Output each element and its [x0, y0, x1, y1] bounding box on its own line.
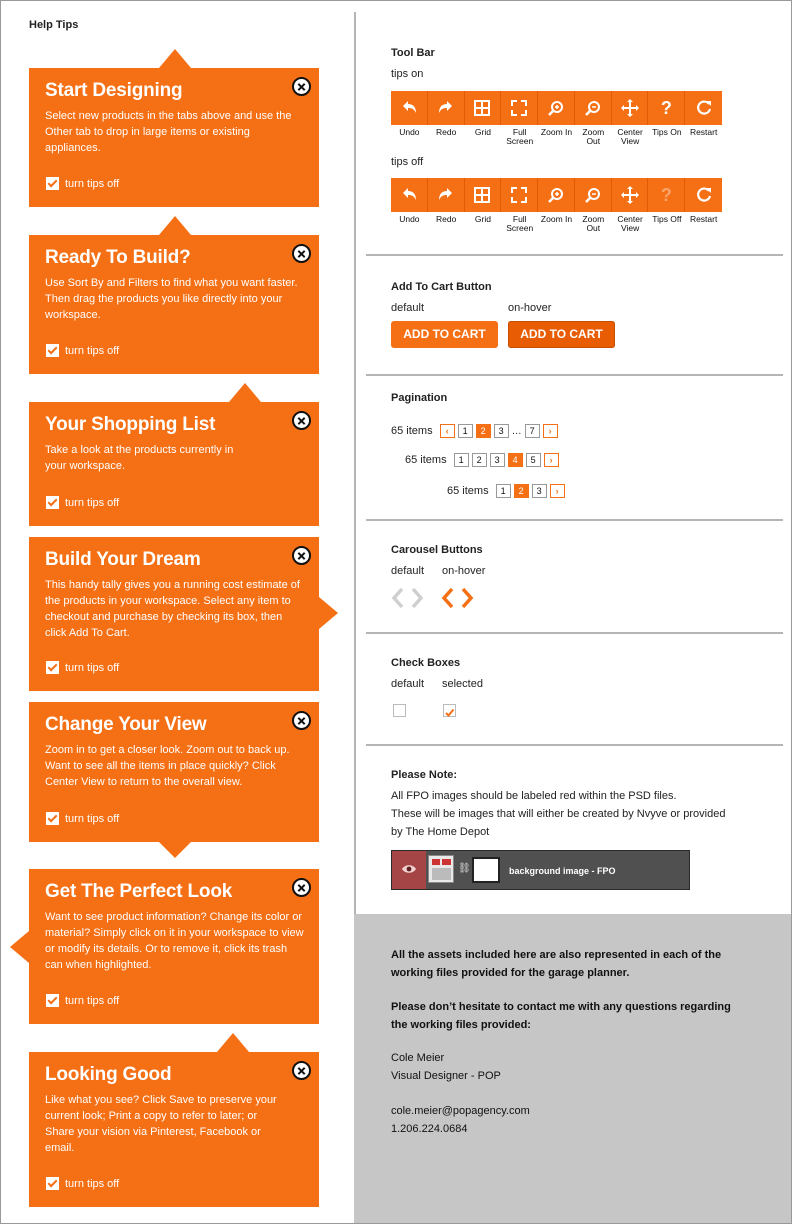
cart-heading: Add To Cart Button [391, 281, 492, 293]
layer-name: background image - FPO [509, 866, 616, 876]
item-count: 65 items [447, 485, 489, 497]
contact-paragraph: working files provided for the garage planner. [391, 967, 630, 979]
move-arrows-icon [620, 185, 640, 205]
toolbar-label: Zoom In [540, 127, 573, 137]
tips-on-button[interactable] [648, 91, 685, 125]
carousel-hover-label: on-hover [442, 565, 486, 577]
contact-paragraph: Please don’t hesitate to contact me with any questions regarding [391, 1001, 731, 1013]
toolbar-label: Full Screen [506, 127, 534, 146]
redo-icon [436, 185, 456, 205]
close-icon[interactable] [292, 244, 311, 263]
section-divider [366, 519, 783, 521]
grid-icon [473, 99, 491, 117]
next-page-button[interactable]: › [550, 484, 565, 498]
checkbox-default-label: default [391, 678, 425, 690]
toolbar-label: Grid [474, 127, 491, 137]
cart-hover-label: on-hover [508, 302, 552, 314]
note-line: by The Home Depot [391, 826, 490, 838]
tip-pointer [229, 383, 261, 402]
toolbar-label: Tips On [652, 127, 682, 137]
tip-pointer [159, 216, 191, 235]
tip-title: Your Shopping List [45, 414, 216, 435]
toolbar-label: Undo [399, 127, 420, 137]
page-button-active[interactable]: 2 [476, 424, 491, 438]
carousel-heading: Carousel Buttons [391, 544, 483, 556]
note-line: All FPO images should be labeled red within the PSD files. [391, 790, 677, 802]
checkbox-default[interactable] [393, 704, 406, 717]
toolbar-tips-on [391, 91, 722, 125]
item-count: 65 items [391, 425, 433, 437]
close-icon[interactable] [292, 1061, 311, 1080]
page-button[interactable]: 3 [494, 424, 509, 438]
tip-change-your-view [29, 702, 319, 842]
pagination-row [405, 453, 562, 467]
tips-off-button[interactable] [648, 178, 685, 212]
toolbar-label: Zoom Out [582, 127, 605, 146]
column-divider [354, 12, 356, 914]
add-to-cart-button[interactable]: ADD TO CART [391, 321, 498, 348]
tip-title: Start Designing [45, 80, 183, 101]
toolbar-label: Redo [436, 127, 457, 137]
contact-role: Visual Designer - POP [391, 1070, 501, 1082]
contact-email[interactable]: cole.meier@popagency.com [391, 1105, 530, 1117]
zoom-out-icon [584, 99, 602, 117]
undo-icon [399, 185, 419, 205]
tip-get-the-perfect-look [29, 869, 319, 1024]
contact-paragraph: All the assets included here are also represented in each of the [391, 949, 722, 961]
turn-tips-off-toggle[interactable] [46, 812, 119, 825]
toolbar-tips-off [391, 178, 722, 212]
layer-mask-thumbnail [472, 857, 500, 883]
check-icon [444, 707, 455, 718]
zoom-in-icon [547, 99, 565, 117]
tip-title: Change Your View [45, 714, 207, 735]
zoom-out-icon [584, 186, 602, 204]
tip-ready-to-build [29, 235, 319, 374]
tip-looking-good [29, 1052, 319, 1207]
tip-title: Get The Perfect Look [45, 881, 233, 902]
tip-body: Select new products in the tabs above and use the Other tab to drop in large items or existing appliances. [45, 110, 292, 154]
page-button[interactable]: 5 [526, 453, 541, 467]
checkbox-selected-label: selected [442, 678, 483, 690]
page-button[interactable]: 7 [525, 424, 540, 438]
grid-icon [473, 186, 491, 204]
tip-body: This handy tally gives you a running cost estimate of the products in your workspace. Select any item to checkout and purchase by checking its box, then click Add To Cart. [45, 579, 300, 639]
tip-pointer [217, 1033, 249, 1052]
tip-start-designing [29, 68, 319, 207]
question-icon: ? [660, 97, 672, 118]
check-icon [46, 661, 59, 674]
toolbar-label: Restart [689, 214, 718, 224]
grid-button[interactable] [465, 178, 502, 212]
turn-tips-off-label: turn tips off [65, 994, 120, 1007]
pagination-heading: Pagination [391, 392, 448, 404]
close-icon[interactable] [292, 711, 311, 730]
tips-off-label: tips off [391, 156, 424, 168]
tip-pointer [319, 597, 338, 629]
full-screen-icon [510, 186, 528, 204]
zoom-in-icon [547, 186, 565, 204]
undo-button[interactable] [391, 178, 428, 212]
tip-your-shopping-list [29, 402, 319, 526]
carousel-default-label: default [391, 565, 425, 577]
contact-paragraph: the working files provided: [391, 1019, 531, 1031]
tip-build-your-dream [29, 537, 319, 691]
item-count: 65 items [405, 454, 447, 466]
turn-tips-off-toggle[interactable] [46, 496, 119, 509]
toolbar-label: Center View [617, 127, 643, 146]
close-icon[interactable] [292, 77, 311, 96]
full-screen-button[interactable] [501, 91, 538, 125]
tips-on-label: tips on [391, 68, 424, 80]
page-button-active[interactable]: 2 [514, 484, 529, 498]
checkbox-selected[interactable] [443, 704, 456, 717]
toolbar-label: Full Screen [506, 214, 534, 233]
close-icon[interactable] [292, 546, 311, 565]
cart-default-label: default [391, 302, 425, 314]
tip-title: Build Your Dream [45, 549, 201, 570]
pagination-row [391, 424, 561, 438]
turn-tips-off-toggle[interactable] [46, 177, 119, 190]
toolbar-label: Center View [617, 214, 643, 233]
move-arrows-icon [620, 98, 640, 118]
page-title: Help Tips [29, 19, 79, 31]
question-icon-dimmed: ? [660, 184, 672, 205]
turn-tips-off-toggle[interactable] [46, 344, 119, 357]
toolbar-label: Zoom In [540, 214, 573, 224]
page-button[interactable]: 1 [496, 484, 511, 498]
section-divider [366, 632, 783, 634]
zoom-out-button[interactable] [575, 91, 612, 125]
layer-thumbnail [428, 855, 454, 883]
undo-button[interactable] [391, 91, 428, 125]
restart-icon [695, 99, 713, 117]
psd-layer-sample [391, 850, 690, 890]
restart-button[interactable] [685, 178, 722, 212]
restart-button[interactable] [685, 91, 722, 125]
redo-icon [436, 98, 456, 118]
check-icon [46, 496, 59, 509]
tip-title: Ready To Build? [45, 247, 191, 268]
turn-tips-off-label: turn tips off [65, 661, 120, 674]
toolbar-label: Tips Off [652, 214, 682, 224]
tip-body: Zoom in to get a closer look. Zoom out to back up. Want to see all the items in place quickly? Click Center View to return to the overall view. [45, 744, 290, 788]
carousel-buttons-default[interactable] [391, 586, 425, 610]
zoom-out-button[interactable] [575, 178, 612, 212]
turn-tips-off-label: turn tips off [65, 812, 120, 825]
carousel-buttons-hover[interactable] [441, 586, 475, 610]
check-icon [46, 344, 59, 357]
close-icon[interactable] [292, 878, 311, 897]
ellipsis: … [511, 425, 522, 437]
check-icon [46, 1177, 59, 1190]
close-icon[interactable] [292, 411, 311, 430]
toolbar-label: Restart [689, 127, 718, 137]
section-divider [366, 744, 783, 746]
page-button-active[interactable]: 4 [508, 453, 523, 467]
tip-pointer [10, 931, 29, 963]
next-page-button[interactable]: › [544, 453, 559, 467]
tip-body: Like what you see? Click Save to preserve your current look; Print a copy to refer to later; or Share your vision via Pinterest, Facebook or email. [45, 1094, 277, 1154]
toolbar-labels-on [391, 128, 722, 146]
toolbar-label: Zoom Out [582, 214, 605, 233]
center-view-button[interactable] [612, 178, 649, 212]
restart-icon [695, 186, 713, 204]
tip-body: Use Sort By and Filters to find what you want faster. Then drag the products you like directly into your workspace. [45, 277, 298, 321]
toolbar-heading: Tool Bar [391, 47, 435, 59]
note-heading: Please Note: [391, 769, 458, 781]
link-icon: ⛓ [458, 863, 471, 874]
grid-button[interactable] [465, 91, 502, 125]
prev-page-button[interactable]: ‹ [440, 424, 455, 438]
section-divider [366, 254, 783, 256]
undo-icon [399, 98, 419, 118]
contact-name: Cole Meier [391, 1052, 445, 1064]
tip-pointer [159, 49, 191, 68]
pagination-row [447, 484, 568, 498]
redo-button[interactable] [428, 91, 465, 125]
check-icon [46, 812, 59, 825]
check-icon [46, 994, 59, 1007]
toolbar-labels-off [391, 215, 722, 233]
turn-tips-off-toggle[interactable] [46, 1177, 119, 1190]
toolbar-label: Redo [436, 214, 457, 224]
turn-tips-off-label: turn tips off [65, 496, 120, 509]
toolbar-label: Grid [474, 214, 491, 224]
turn-tips-off-toggle[interactable] [46, 661, 119, 674]
section-divider [366, 374, 783, 376]
redo-button[interactable] [428, 178, 465, 212]
turn-tips-off-label: turn tips off [65, 344, 120, 357]
tip-body: Take a look at the products currently in your workspace. [45, 444, 234, 472]
turn-tips-off-label: turn tips off [65, 1177, 120, 1190]
tip-body: Want to see product information? Change its color or material? Simply click on it in your workspace to view or modify its details. Or to remove it, click its trash can when highlighted. [45, 911, 304, 971]
tip-title: Looking Good [45, 1064, 172, 1085]
zoom-in-button[interactable] [538, 91, 575, 125]
note-line: These will be images that will either be created by Nvyve or provided [391, 808, 726, 820]
toolbar-label: Undo [399, 214, 420, 224]
layer-visibility[interactable] [392, 851, 426, 889]
next-page-button[interactable]: › [543, 424, 558, 438]
page-button[interactable]: 1 [458, 424, 473, 438]
page-button[interactable]: 3 [532, 484, 547, 498]
full-screen-button[interactable] [501, 178, 538, 212]
page-button[interactable]: 1 [454, 453, 469, 467]
tip-pointer [159, 842, 191, 858]
turn-tips-off-toggle[interactable] [46, 994, 119, 1007]
zoom-in-button[interactable] [538, 178, 575, 212]
full-screen-icon [510, 99, 528, 117]
page-button[interactable]: 3 [490, 453, 505, 467]
checkboxes-heading: Check Boxes [391, 657, 461, 669]
center-view-button[interactable] [612, 91, 649, 125]
contact-phone: 1.206.224.0684 [391, 1123, 468, 1135]
add-to-cart-button-hover[interactable]: ADD TO CART [508, 321, 615, 348]
turn-tips-off-label: turn tips off [65, 177, 120, 190]
page-button[interactable]: 2 [472, 453, 487, 467]
eye-icon [401, 864, 417, 874]
check-icon [46, 177, 59, 190]
